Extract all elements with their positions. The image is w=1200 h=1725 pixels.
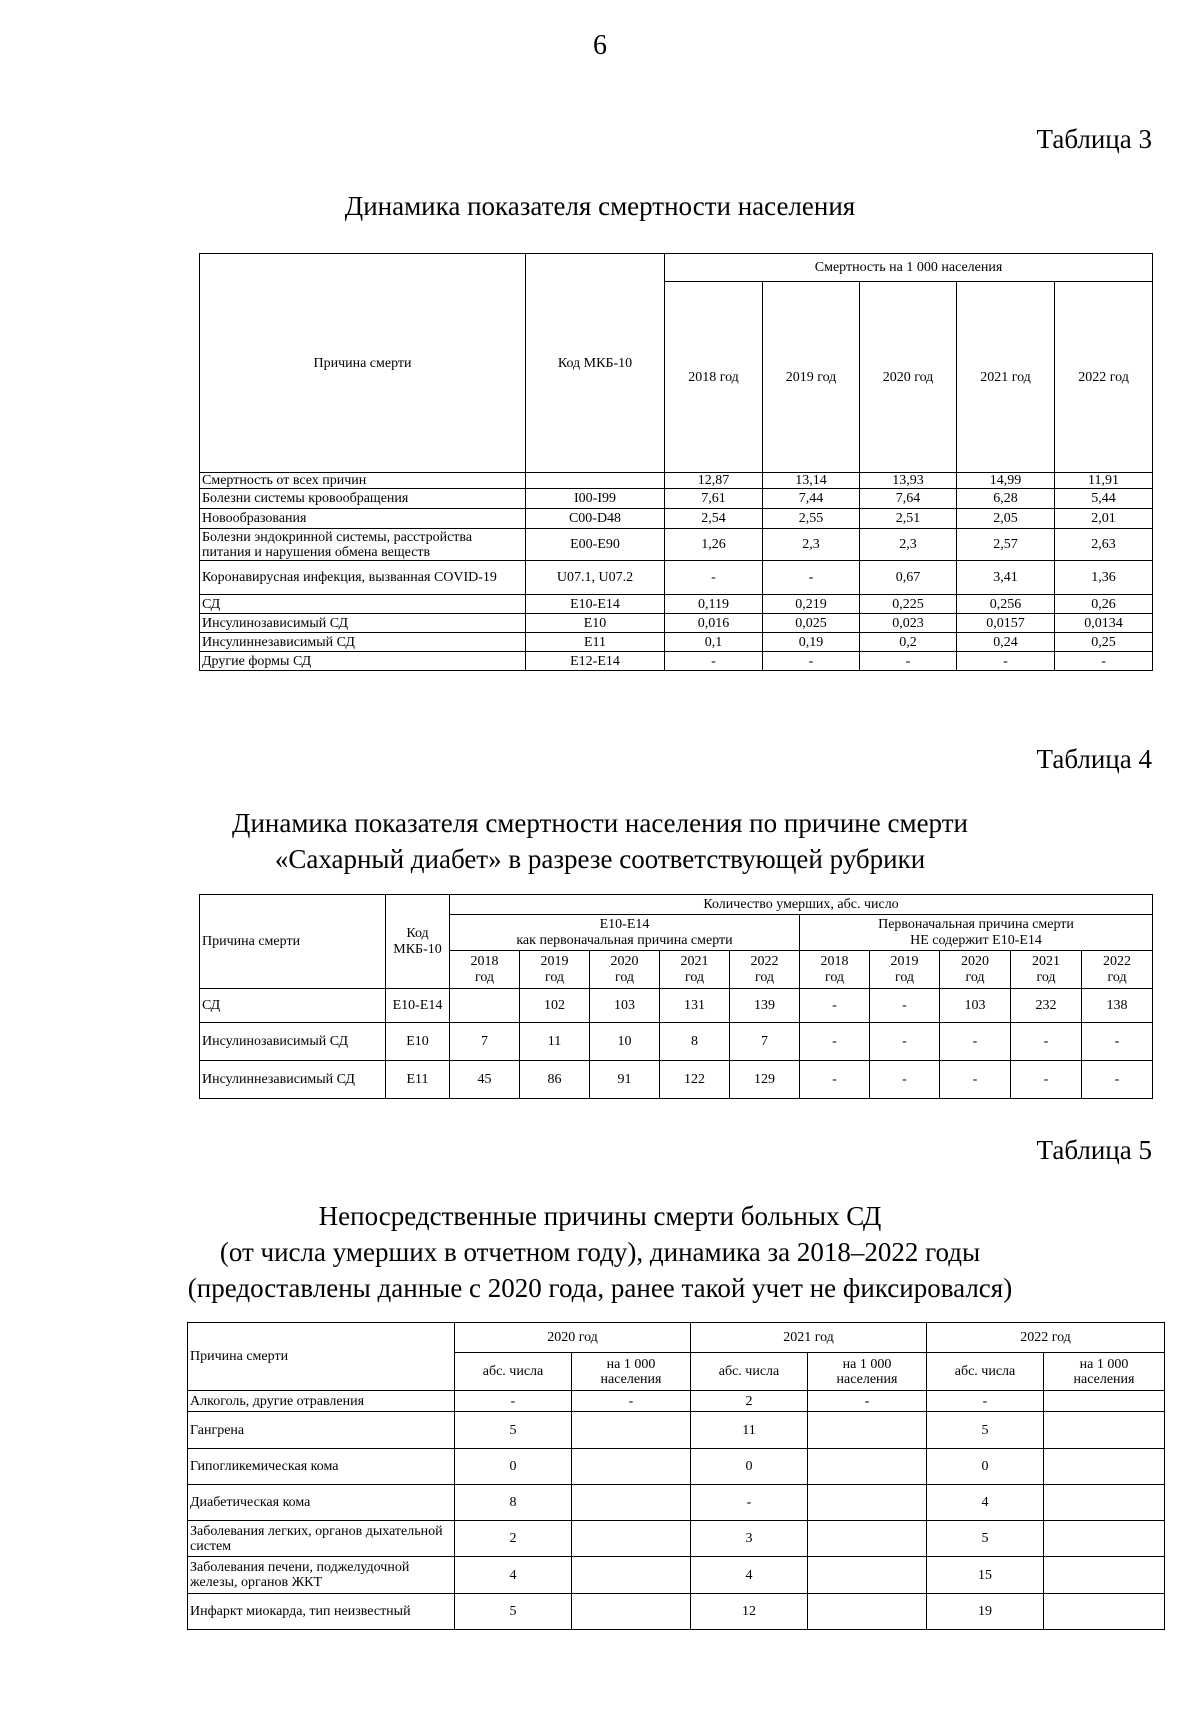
table3-cell-value: 0,016 xyxy=(665,614,763,633)
table3-cell-cause: Инсулиннезависимый СД xyxy=(200,633,526,652)
table4-header-cause: Причина смерти xyxy=(200,895,386,989)
table4-year-number: 2019 xyxy=(890,953,919,969)
table5-cell-cause: Заболевания легких, органов дыхательной систем xyxy=(188,1521,455,1557)
table4-header-subgroup1 xyxy=(450,915,800,951)
table5-cell-value: 19 xyxy=(927,1594,1044,1630)
table3-cell-value: 2,51 xyxy=(860,509,957,529)
table5-cell-value: 0 xyxy=(455,1449,572,1485)
table4-subgroup2-line2: НЕ содержит E10-E14 xyxy=(910,932,1042,948)
table3-cell-value: 2,57 xyxy=(957,529,1055,561)
table4-cell-value: - xyxy=(870,1023,940,1061)
table4-year-word: год xyxy=(824,969,845,985)
table3-cell-value: 2,3 xyxy=(763,529,860,561)
table3-cell-value: 2,54 xyxy=(665,509,763,529)
table4-year-number: 2018 xyxy=(470,953,499,969)
table5-cell-value: 12 xyxy=(691,1594,808,1630)
table4-cell-value: - xyxy=(870,989,940,1023)
table3-cell-value: 2,05 xyxy=(957,509,1055,529)
table3-header-year: 2022 год xyxy=(1055,282,1153,473)
page-number: 6 xyxy=(593,30,607,61)
table3-cell-cause: Болезни системы кровообращения xyxy=(200,489,526,509)
table3-cell-value: 1,26 xyxy=(665,529,763,561)
table-row xyxy=(200,1023,1153,1061)
table4-header-year xyxy=(940,951,1011,989)
table4-cell-value: 122 xyxy=(660,1061,730,1099)
table4-header-year xyxy=(1011,951,1082,989)
table4-cell-value: - xyxy=(800,1023,870,1061)
table4-cell-value: - xyxy=(1011,1023,1082,1061)
table4-cell-code: E10-E14 xyxy=(386,989,450,1023)
table4-cell-cause: Инсулиннезависимый СД xyxy=(200,1061,386,1099)
table5-cell-value: - xyxy=(691,1485,808,1521)
table3-cell-value: 2,55 xyxy=(763,509,860,529)
table4-year-number: 2018 xyxy=(820,953,849,969)
table5-cell-value: 4 xyxy=(927,1485,1044,1521)
table4-year-word: год xyxy=(965,969,985,985)
table-row xyxy=(200,561,1153,595)
table5-per-line2: населения xyxy=(600,1371,662,1387)
table-row xyxy=(188,1521,1165,1557)
table4-year-word: год xyxy=(544,969,565,985)
table3-header-year: 2020 год xyxy=(860,282,957,473)
table5-cell-value xyxy=(1044,1485,1165,1521)
table5-cell-value xyxy=(572,1449,691,1485)
table5-cell-cause: Гангрена xyxy=(188,1412,455,1449)
table5-cell-value: - xyxy=(455,1391,572,1412)
table5-cell-value: - xyxy=(572,1391,691,1412)
table5-cell-value xyxy=(1044,1521,1165,1557)
table-row xyxy=(200,1061,1153,1099)
table3-cell-value: 0,025 xyxy=(763,614,860,633)
table4-year-number: 2020 xyxy=(610,953,639,969)
table3-cell-code: E11 xyxy=(526,633,665,652)
table5-header-year: 2021 год xyxy=(691,1323,927,1353)
table4-cell-value: 129 xyxy=(730,1061,800,1099)
table5-header-year: 2022 год xyxy=(927,1323,1165,1353)
table5-cell-value: - xyxy=(927,1391,1044,1412)
table5-cell-value xyxy=(808,1485,927,1521)
table3-cell-value: 12,87 xyxy=(665,473,763,489)
table5-cell-value: 5 xyxy=(927,1521,1044,1557)
table3-header-year: 2021 год xyxy=(957,282,1055,473)
table5-cell-value xyxy=(1044,1594,1165,1630)
table3-cell-code: U07.1, U07.2 xyxy=(526,561,665,595)
table3-cell-value: 0,1 xyxy=(665,633,763,652)
table5-cell-cause: Заболевания печени, поджелудочной железы, органов ЖКТ xyxy=(188,1557,455,1594)
table-row xyxy=(188,1391,1165,1412)
table3-cell-value: - xyxy=(763,652,860,671)
table3-cell-value: 2,63 xyxy=(1055,529,1153,561)
table5-label: Таблица 5 xyxy=(1036,1135,1152,1165)
table5-cell-value: 5 xyxy=(455,1594,572,1630)
table3-cell-value: - xyxy=(1055,652,1153,671)
table-row xyxy=(200,614,1153,633)
table3-cell-value: 2,3 xyxy=(860,529,957,561)
table3-cell-value: 0,2 xyxy=(860,633,957,652)
table5-cell-value xyxy=(1044,1557,1165,1594)
table3-cell-value: 0,023 xyxy=(860,614,957,633)
table3-cell-cause: Инсулинозависимый СД xyxy=(200,614,526,633)
table-row xyxy=(188,1412,1165,1449)
table4-cell-value: 139 xyxy=(730,989,800,1023)
table3-cell-code: E10-E14 xyxy=(526,595,665,614)
table4-cell-value: 7 xyxy=(450,1023,520,1061)
table3-header-year: 2018 год xyxy=(665,282,763,473)
table5-per-line2: населения xyxy=(1073,1371,1135,1387)
table4-header-code xyxy=(386,895,450,989)
table5-cell-value: 0 xyxy=(927,1449,1044,1485)
table3-cell-value: 0,0134 xyxy=(1055,614,1153,633)
table4-cell-value: 102 xyxy=(520,989,590,1023)
table5-cell-value: 4 xyxy=(455,1557,572,1594)
table4-header-group: Количество умерших, абс. число xyxy=(450,895,1153,915)
table4-title-line2: «Сахарный диабет» в разрезе соответствующей рубрики xyxy=(274,844,926,874)
table5-cell-value: 8 xyxy=(455,1485,572,1521)
table5-cell-value: 2 xyxy=(691,1391,808,1412)
table3-cell-value: - xyxy=(665,561,763,595)
table5-cell-cause: Инфаркт миокарда, тип неизвестный xyxy=(188,1594,455,1630)
table3-header-code: Код МКБ-10 xyxy=(526,254,665,473)
table3-cell-code: E00-E90 xyxy=(526,529,665,561)
table5-cell-value xyxy=(572,1594,691,1630)
table5-cell-value: 4 xyxy=(691,1557,808,1594)
table3-cell-value: 1,36 xyxy=(1055,561,1153,595)
table5-header-abs: абс. числа xyxy=(691,1353,808,1391)
table4-header-year xyxy=(450,951,520,989)
table5-cell-value xyxy=(808,1449,927,1485)
table4-year-word: год xyxy=(474,969,495,985)
table4-cell-value: - xyxy=(800,989,870,1023)
table4-cell-value: 131 xyxy=(660,989,730,1023)
table4-cell-value: 103 xyxy=(590,989,660,1023)
table4-subgroup2-line1: Первоначальная причина смерти xyxy=(878,916,1074,932)
table5-header-cause: Причина смерти xyxy=(188,1323,455,1391)
table3-cell-value: 5,44 xyxy=(1055,489,1153,509)
table-row xyxy=(200,489,1153,509)
table4-year-number: 2019 xyxy=(540,953,569,969)
table5-cell-value xyxy=(808,1594,927,1630)
table3-cell-value: - xyxy=(763,561,860,595)
table5-cell-cause: Диабетическая кома xyxy=(188,1485,455,1521)
table4-year-word: год xyxy=(1036,969,1056,985)
table4-header-year xyxy=(730,951,800,989)
table3-cell-code: C00-D48 xyxy=(526,509,665,529)
table3-cell-value: 13,14 xyxy=(763,473,860,489)
table3-cell-value: 14,99 xyxy=(957,473,1055,489)
table4-cell-value: 91 xyxy=(590,1061,660,1099)
table5-cell-value: 15 xyxy=(927,1557,1044,1594)
table4-cell-value: 138 xyxy=(1082,989,1153,1023)
table3-cell-cause: Коронавирусная инфекция, вызванная COVID-19 xyxy=(200,561,526,595)
table5-cell-value xyxy=(572,1521,691,1557)
table4-header-year xyxy=(660,951,730,989)
table5-cell-value xyxy=(808,1557,927,1594)
table5-per-line2: населения xyxy=(836,1371,898,1387)
table3-cell-value: 0,256 xyxy=(957,595,1055,614)
table4 xyxy=(199,894,1153,1099)
table4-cell-code: E11 xyxy=(386,1061,450,1099)
table5-header-per-1000 xyxy=(1044,1353,1165,1391)
table3-cell-value: 7,64 xyxy=(860,489,957,509)
table5-title-line1: Непосредственные причины смерти больных СД xyxy=(318,1201,882,1231)
table3-cell-cause: Новообразования xyxy=(200,509,526,529)
table5-cell-value: 0 xyxy=(691,1449,808,1485)
table4-year-word: год xyxy=(684,969,705,985)
table4-subgroup1-line2: как первоначальная причина смерти xyxy=(516,932,733,948)
table-row xyxy=(200,989,1153,1023)
table4-year-number: 2021 xyxy=(1032,953,1060,969)
table5-cell-value: 5 xyxy=(927,1412,1044,1449)
table4-cell-value: 103 xyxy=(940,989,1011,1023)
table4-cell-value: - xyxy=(1082,1061,1153,1099)
table-row xyxy=(188,1557,1165,1594)
table-row xyxy=(200,529,1153,561)
table-row xyxy=(188,1485,1165,1521)
table5-cell-value xyxy=(1044,1391,1165,1412)
table4-header-year xyxy=(520,951,590,989)
table4-cell-value: - xyxy=(1082,1023,1153,1061)
table-row xyxy=(200,633,1153,652)
table3-cell-value: - xyxy=(860,652,957,671)
table3-cell-cause: Смертность от всех причин xyxy=(200,473,526,489)
table4-cell-value: 7 xyxy=(730,1023,800,1061)
table3-cell-value: 7,61 xyxy=(665,489,763,509)
table4-year-number: 2020 xyxy=(961,953,989,969)
table3-cell-value: 13,93 xyxy=(860,473,957,489)
table4-cell-value xyxy=(450,989,520,1023)
table4-header-year xyxy=(590,951,660,989)
table5-cell-value xyxy=(572,1485,691,1521)
table5-title-line2: (от числа умерших в отчетном году), динамика за 2018–2022 годы xyxy=(219,1237,981,1267)
table-row xyxy=(200,595,1153,614)
table4-year-word: год xyxy=(754,969,775,985)
table5-cell-value: - xyxy=(808,1391,927,1412)
table4-subgroup1-line1: E10-E14 xyxy=(599,916,650,932)
table5-header-year: 2020 год xyxy=(455,1323,691,1353)
table3-cell-code: E10 xyxy=(526,614,665,633)
table5-cell-cause: Гипогликемическая кома xyxy=(188,1449,455,1485)
table4-cell-cause: Инсулинозависимый СД xyxy=(200,1023,386,1061)
table3-title: Динамика показателя смертности населения xyxy=(344,191,856,221)
table3-cell-value: 0,26 xyxy=(1055,595,1153,614)
table3-label: Таблица 3 xyxy=(1036,124,1152,154)
table5-header-per-1000 xyxy=(808,1353,927,1391)
table-row xyxy=(200,652,1153,671)
table4-label: Таблица 4 xyxy=(1036,744,1152,774)
table-row xyxy=(200,473,1153,489)
table4-year-number: 2021 xyxy=(680,953,709,969)
table3-header-cause: Причина смерти xyxy=(200,254,526,473)
table3-cell-cause: Болезни эндокринной системы, расстройства питания и нарушения обмена веществ xyxy=(200,529,526,561)
table4-cell-value: 8 xyxy=(660,1023,730,1061)
table5-cell-value: 2 xyxy=(455,1521,572,1557)
table3-cell-value: 7,44 xyxy=(763,489,860,509)
table5-cell-value xyxy=(808,1521,927,1557)
table3-cell-value: 0,219 xyxy=(763,595,860,614)
table3-cell-value: - xyxy=(957,652,1055,671)
table4-cell-value: 11 xyxy=(520,1023,590,1061)
table3-cell-value: 3,41 xyxy=(957,561,1055,595)
table4-cell-value: 86 xyxy=(520,1061,590,1099)
table5-cell-cause: Алкоголь, другие отравления xyxy=(188,1391,455,1412)
table4-cell-value: - xyxy=(940,1061,1011,1099)
table3-cell-value: 0,225 xyxy=(860,595,957,614)
table4-cell-value: - xyxy=(800,1061,870,1099)
table3-cell-value: 11,91 xyxy=(1055,473,1153,489)
table3-header-year: 2019 год xyxy=(763,282,860,473)
table4-cell-value: - xyxy=(1011,1061,1082,1099)
table3 xyxy=(199,253,1153,671)
table4-year-word: год xyxy=(614,969,635,985)
table5-cell-value: 3 xyxy=(691,1521,808,1557)
table5-header-abs: абс. числа xyxy=(927,1353,1044,1391)
table5-per-line1: на 1 000 xyxy=(1079,1356,1129,1372)
table3-cell-value: 0,25 xyxy=(1055,633,1153,652)
table-row xyxy=(200,509,1153,529)
table3-cell-value: 0,119 xyxy=(665,595,763,614)
table4-cell-value: - xyxy=(870,1061,940,1099)
table5-cell-value xyxy=(1044,1412,1165,1449)
table3-cell-value: 0,67 xyxy=(860,561,957,595)
table4-cell-value: 45 xyxy=(450,1061,520,1099)
table5-cell-value xyxy=(1044,1449,1165,1485)
table5-title-line3: (предоставлены данные с 2020 года, ранее такой учет не фиксировался) xyxy=(187,1273,1013,1303)
table5-cell-value xyxy=(572,1557,691,1594)
table5-header-abs: абс. числа xyxy=(455,1353,572,1391)
table3-cell-code: I00-I99 xyxy=(526,489,665,509)
table5-per-line1: на 1 000 xyxy=(842,1356,892,1372)
table3-cell-value: 0,19 xyxy=(763,633,860,652)
table3-cell-value: 2,01 xyxy=(1055,509,1153,529)
table3-cell-code: E12-E14 xyxy=(526,652,665,671)
table4-cell-code: E10 xyxy=(386,1023,450,1061)
table4-header-year xyxy=(870,951,940,989)
table3-cell-cause: СД xyxy=(200,595,526,614)
table3-cell-cause: Другие формы СД xyxy=(200,652,526,671)
table3-cell-value: - xyxy=(665,652,763,671)
table4-year-number: 2022 xyxy=(1103,953,1132,969)
table3-cell-code xyxy=(526,473,665,489)
table3-cell-value: 0,0157 xyxy=(957,614,1055,633)
table3-cell-value: 0,24 xyxy=(957,633,1055,652)
table3-header-group: Смертность на 1 000 населения xyxy=(665,254,1153,282)
table5-header-per-1000 xyxy=(572,1353,691,1391)
table4-cell-cause: СД xyxy=(200,989,386,1023)
table4-cell-value: - xyxy=(940,1023,1011,1061)
table4-cell-value: 10 xyxy=(590,1023,660,1061)
table4-header-year xyxy=(800,951,870,989)
table4-year-number: 2022 xyxy=(750,953,779,969)
table4-cell-value: 232 xyxy=(1011,989,1082,1023)
table5-cell-value xyxy=(572,1412,691,1449)
table4-year-word: год xyxy=(1107,969,1127,985)
table5 xyxy=(187,1322,1165,1630)
table4-year-word: год xyxy=(894,969,915,985)
table4-header-code-text: Код МКБ-10 xyxy=(393,925,442,957)
table3-cell-value: 6,28 xyxy=(957,489,1055,509)
table5-cell-value: 11 xyxy=(691,1412,808,1449)
table4-header-year xyxy=(1082,951,1153,989)
table-row xyxy=(188,1449,1165,1485)
table5-cell-value xyxy=(808,1412,927,1449)
table5-per-line1: на 1 000 xyxy=(606,1356,656,1372)
table5-cell-value: 5 xyxy=(455,1412,572,1449)
table4-header-subgroup2 xyxy=(800,915,1153,951)
table-row xyxy=(188,1594,1165,1630)
table4-title-line1: Динамика показателя смертности населения по причине смерти xyxy=(232,808,968,838)
